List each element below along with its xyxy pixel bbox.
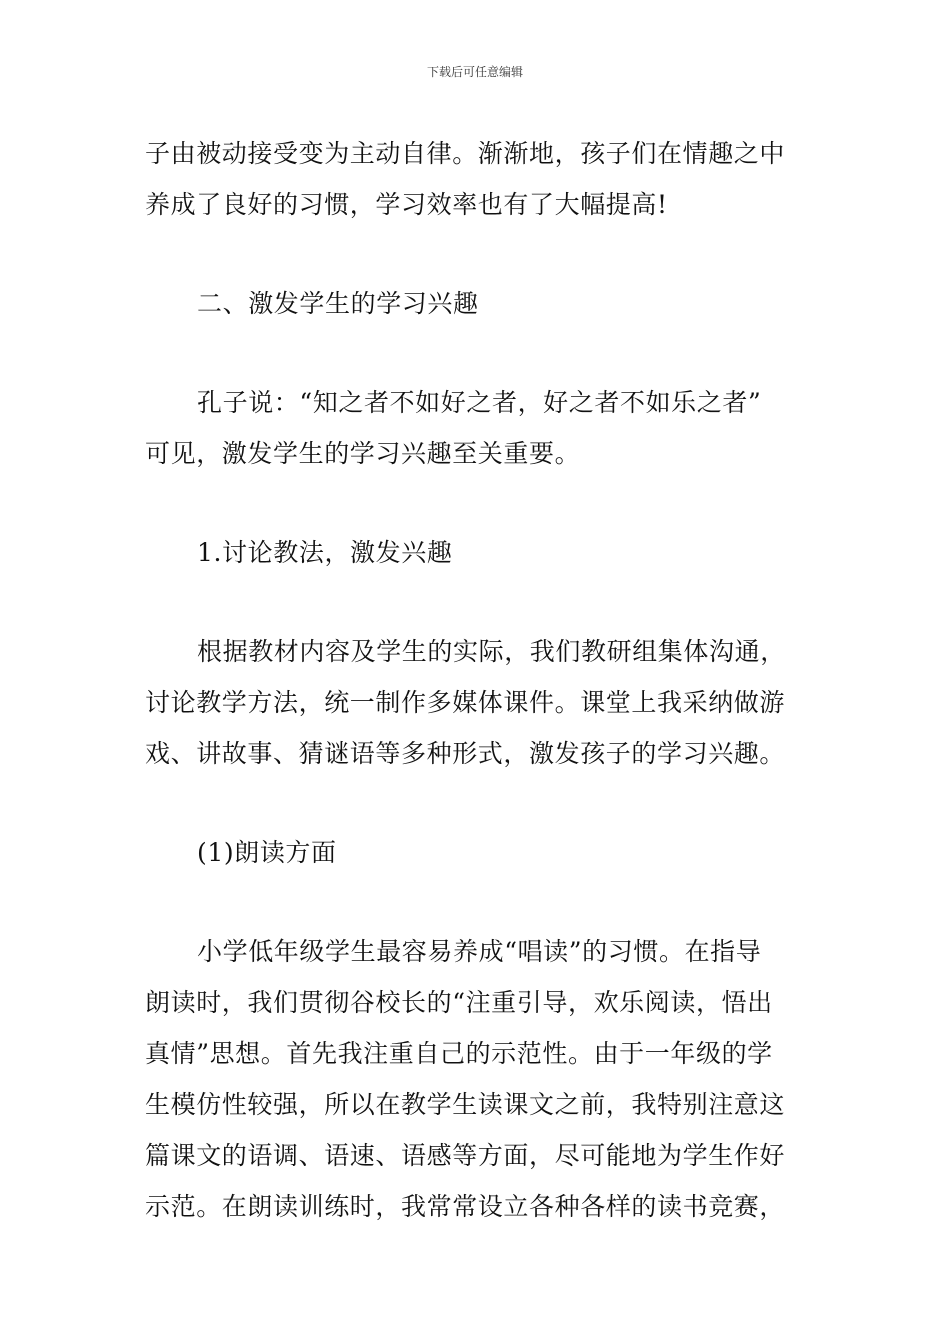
- text-line: 示范。在朗读训练时，我常常设立各种各样的读书竞赛，: [145, 1192, 786, 1221]
- text-line: 小学低年级学生最容易养成“唱读”的习惯。在指导: [197, 937, 762, 966]
- text-line: 二、激发学生的学习兴趣: [197, 289, 479, 318]
- text-line: 篇课文的语调、语速、语感等方面，尽可能地为学生作好: [145, 1141, 786, 1170]
- page-header: 下载后可任意编辑: [426, 65, 523, 79]
- paragraph-confucius-quote: [145, 377, 811, 479]
- subsubsection-heading: [145, 827, 811, 878]
- text-line: 根据教材内容及学生的实际，我们教研组集体沟通，: [197, 637, 786, 666]
- text-line: 朗读时，我们贯彻谷校长的“注重引导，欢乐阅读，悟出: [145, 988, 773, 1017]
- document-body: [145, 128, 811, 1232]
- text-line: 戏、讲故事、猜谜语等多种形式，激发孩子的学习兴趣。: [145, 739, 786, 768]
- text-line: 讨论教学方法，统一制作多媒体课件。课堂上我采纳做游: [145, 688, 786, 717]
- text-line: (1)朗读方面: [197, 838, 337, 867]
- text-line: 1.讨论教法，激发兴趣: [197, 538, 453, 567]
- paragraph-reading-aloud: [145, 926, 811, 1232]
- text-line: 真情”思想。首先我注重自己的示范性。由于一年级的学: [145, 1039, 773, 1068]
- subsection-heading: [145, 527, 811, 578]
- text-line: 孔子说：“知之者不如好之者，好之者不如乐之者”: [197, 388, 762, 417]
- section-heading: [145, 278, 811, 329]
- text-line: 子由被动接受变为主动自律。渐渐地，孩子们在情趣之中: [145, 139, 786, 168]
- text-line: 生模仿性较强，所以在教学生读课文之前，我特别注意这: [145, 1090, 786, 1119]
- text-line: 养成了良好的习惯，学习效率也有了大幅提高!: [145, 190, 668, 219]
- text-line: 可见，激发学生的学习兴趣至关重要。: [145, 439, 581, 468]
- paragraph-teaching-methods: [145, 626, 811, 779]
- paragraph-continuation: [145, 128, 811, 230]
